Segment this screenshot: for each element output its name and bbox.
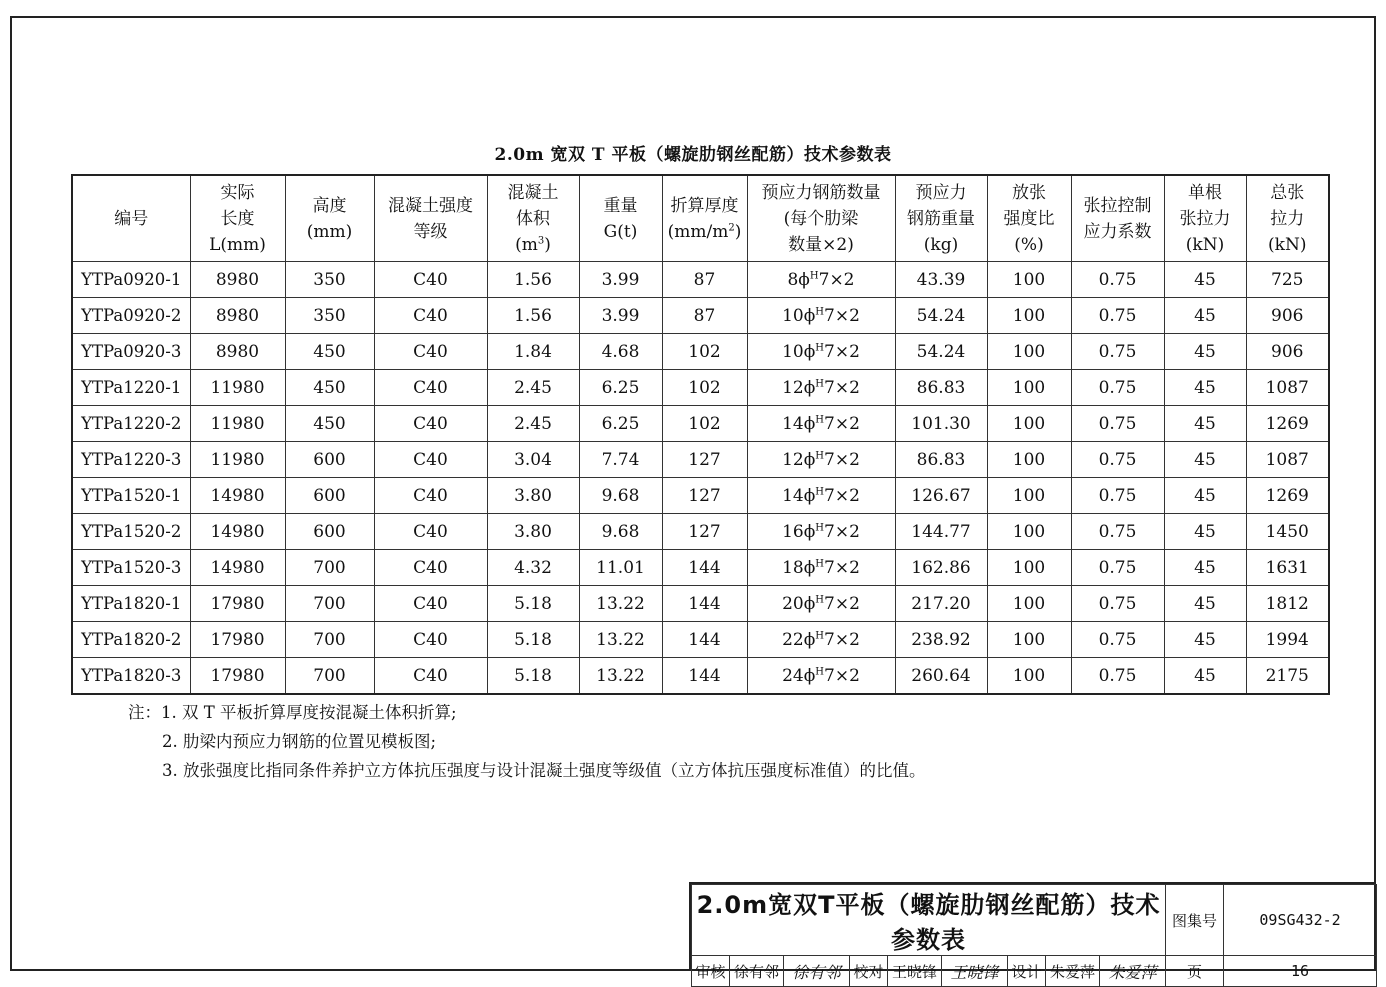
table-cell: 45 (1164, 298, 1246, 334)
table-cell: 1269 (1246, 406, 1329, 442)
table-cell: 1.84 (487, 334, 579, 370)
table-cell: 3.04 (487, 442, 579, 478)
table-cell: 45 (1164, 406, 1246, 442)
table-cell: $20\phi^H7\times 2$ (747, 586, 895, 622)
header-line: $(mm/m^2)$ (667, 221, 742, 242)
table-cell: 100 (987, 514, 1071, 550)
header-line: $(m^3)$ (515, 234, 551, 255)
table-cell: 162.86 (895, 550, 987, 586)
table-cell: 144.77 (895, 514, 987, 550)
table-cell: C40 (374, 586, 487, 622)
table-cell: 45 (1164, 334, 1246, 370)
table-cell: C40 (374, 334, 487, 370)
title-block (689, 882, 1376, 982)
checker-signature: 王晓锋 (942, 956, 1008, 987)
header-cell-5 (579, 175, 662, 262)
drawing-title: 2.0m宽双T平板（螺旋肋钢丝配筋）技术参数表 (692, 885, 1166, 956)
table-cell: 14980 (190, 514, 285, 550)
table-cell: 1631 (1246, 550, 1329, 586)
table-cell: 1087 (1246, 442, 1329, 478)
table-cell: 8980 (190, 334, 285, 370)
header-line: L(mm) (209, 234, 266, 255)
table-cell: 127 (662, 514, 747, 550)
header-line: 放张 (1012, 182, 1046, 203)
header-cell-7 (747, 175, 895, 262)
header-line: (kN) (1185, 234, 1225, 255)
table-cell: 9.68 (579, 478, 662, 514)
header-cell-2 (285, 175, 374, 262)
row-id-cell: YTPa1520-1 (72, 478, 190, 514)
table-cell: 238.92 (895, 622, 987, 658)
note-3: 3. 放张强度比指同条件养护立方体抗压强度与设计混凝土强度等级值（立方体抗压强度标准值）的比值。 (162, 761, 926, 780)
table-cell: 5.18 (487, 622, 579, 658)
table-cell: 100 (987, 478, 1071, 514)
table-cell: 87 (662, 262, 747, 298)
table-cell: 100 (987, 658, 1071, 695)
table-cell: 0.75 (1071, 442, 1164, 478)
table-cell: 102 (662, 406, 747, 442)
row-id-cell: YTPa1220-1 (72, 370, 190, 406)
table-cell: $12\phi^H7\times 2$ (747, 370, 895, 406)
row-id-cell: YTPa1820-2 (72, 622, 190, 658)
header-line: 单根 (1188, 182, 1222, 203)
row-id-cell: YTPa1520-2 (72, 514, 190, 550)
table-cell: 17980 (190, 658, 285, 695)
table-cell: 906 (1246, 334, 1329, 370)
header-line: (%) (1014, 234, 1044, 255)
table-cell: 45 (1164, 262, 1246, 298)
table-cell: 5.18 (487, 586, 579, 622)
table-cell: 126.67 (895, 478, 987, 514)
header-line: 混凝土强度 (388, 195, 473, 216)
header-line: 总张 (1270, 182, 1305, 203)
table-row (72, 442, 1329, 478)
table-cell: 45 (1164, 658, 1246, 695)
header-line: (mm) (306, 221, 353, 242)
row-id-cell: YTPa1220-3 (72, 442, 190, 478)
reviewer-signature: 徐有邻 (784, 956, 850, 987)
table-cell: 350 (285, 262, 374, 298)
header-line: (kN) (1268, 234, 1307, 255)
table-cell: $14\phi^H7\times 2$ (747, 406, 895, 442)
table-cell: 700 (285, 586, 374, 622)
table-cell: 100 (987, 550, 1071, 586)
row-id-cell: YTPa0920-2 (72, 298, 190, 334)
header-line: 拉力 (1270, 208, 1305, 229)
row-id-cell: YTPa1520-3 (72, 550, 190, 586)
table-cell: 0.75 (1071, 586, 1164, 622)
table-cell: 6.25 (579, 406, 662, 442)
table-cell: 0.75 (1071, 550, 1164, 586)
table-cell: 600 (285, 442, 374, 478)
table-cell: 86.83 (895, 370, 987, 406)
table-row (72, 370, 1329, 406)
table-cell: 0.75 (1071, 262, 1164, 298)
header-cell-6 (662, 175, 747, 262)
table-cell: 45 (1164, 550, 1246, 586)
page-number: 16 (1224, 956, 1377, 987)
table-row (72, 262, 1329, 298)
header-line: 体积 (516, 208, 550, 229)
table-cell: 450 (285, 334, 374, 370)
header-cell-4 (487, 175, 579, 262)
table-cell: 8980 (190, 262, 285, 298)
table-cell: 450 (285, 370, 374, 406)
table-cell: 725 (1246, 262, 1329, 298)
header-cell-11 (1164, 175, 1246, 262)
table-cell: 450 (285, 406, 374, 442)
table-cell: 0.75 (1071, 406, 1164, 442)
table-cell: C40 (374, 298, 487, 334)
table-cell: C40 (374, 658, 487, 695)
table-cell: 600 (285, 514, 374, 550)
table-cell: 0.75 (1071, 334, 1164, 370)
table-cell: $16\phi^H7\times 2$ (747, 514, 895, 550)
table-cell: 86.83 (895, 442, 987, 478)
header-line: 混凝土 (507, 182, 559, 203)
designer-signature: 朱爱萍 (1100, 956, 1166, 987)
table-cell: 14980 (190, 550, 285, 586)
header-line: 编号 (114, 208, 149, 229)
table-cell: 13.22 (579, 622, 662, 658)
table-cell: 100 (987, 442, 1071, 478)
table-cell: 54.24 (895, 298, 987, 334)
table-cell: 17980 (190, 622, 285, 658)
table-cell: 45 (1164, 442, 1246, 478)
table-cell: 700 (285, 622, 374, 658)
header-line: 张拉力 (1179, 208, 1231, 229)
table-cell: 144 (662, 658, 747, 695)
note-2: 2. 肋梁内预应力钢筋的位置见模板图; (162, 732, 437, 751)
table-cell: 127 (662, 442, 747, 478)
table-row (72, 406, 1329, 442)
atlas-label: 图集号 (1166, 885, 1224, 956)
table-cell: 100 (987, 370, 1071, 406)
table-cell: 700 (285, 550, 374, 586)
row-id-cell: YTPa0920-3 (72, 334, 190, 370)
table-cell: 7.74 (579, 442, 662, 478)
table-cell: 102 (662, 334, 747, 370)
table-cell: 4.68 (579, 334, 662, 370)
header-line: (kg) (923, 234, 959, 255)
table-cell: 1.56 (487, 262, 579, 298)
table-cell: 1994 (1246, 622, 1329, 658)
table-cell: 8980 (190, 298, 285, 334)
table-cell: C40 (374, 622, 487, 658)
table-cell: 144 (662, 586, 747, 622)
header-cell-9 (987, 175, 1071, 262)
table-cell: 45 (1164, 370, 1246, 406)
table-cell: 13.22 (579, 658, 662, 695)
table-cell: C40 (374, 262, 487, 298)
header-line: 预应力 (915, 182, 967, 203)
designer-name: 朱爱萍 (1046, 956, 1100, 987)
table-cell: 100 (987, 586, 1071, 622)
header-line: 强度比 (1003, 208, 1055, 229)
table-cell: 17980 (190, 586, 285, 622)
table-cell: 144 (662, 550, 747, 586)
table-cell: 217.20 (895, 586, 987, 622)
header-line: 预应力钢筋数量 (761, 182, 881, 203)
table-cell: 101.30 (895, 406, 987, 442)
table-cell: $22\phi^H7\times 2$ (747, 622, 895, 658)
table-cell: 3.99 (579, 262, 662, 298)
table-row (72, 622, 1329, 658)
table-cell: 0.75 (1071, 658, 1164, 695)
table-cell: 0.75 (1071, 514, 1164, 550)
table-cell: 100 (987, 406, 1071, 442)
table-cell: 1087 (1246, 370, 1329, 406)
review-label: 审核 (692, 956, 730, 987)
header-line: 数量×2) (788, 234, 854, 255)
row-id-cell: YTPa1820-3 (72, 658, 190, 695)
table-row (72, 334, 1329, 370)
table-cell: $10\phi^H7\times 2$ (747, 334, 895, 370)
table-cell: 0.75 (1071, 622, 1164, 658)
atlas-number: 09SG432-2 (1224, 885, 1377, 956)
table-cell: 14980 (190, 478, 285, 514)
header-row (72, 175, 1329, 262)
header-line: 长度 (220, 208, 255, 229)
table-cell: 3.80 (487, 478, 579, 514)
header-line: 张拉控制 (1083, 195, 1152, 216)
table-cell: $24\phi^H7\times 2$ (747, 658, 895, 695)
table-cell: C40 (374, 370, 487, 406)
table-row (72, 586, 1329, 622)
table-cell: 3.99 (579, 298, 662, 334)
table-cell: C40 (374, 478, 487, 514)
table-cell: C40 (374, 550, 487, 586)
table-cell: 9.68 (579, 514, 662, 550)
header-cell-8 (895, 175, 987, 262)
table-cell: 11980 (190, 406, 285, 442)
header-cell-10 (1071, 175, 1164, 262)
reviewer-name: 徐有邻 (730, 956, 784, 987)
table-cell: 0.75 (1071, 478, 1164, 514)
table-cell: 45 (1164, 586, 1246, 622)
notes (128, 698, 926, 785)
design-label: 设计 (1008, 956, 1046, 987)
table-row (72, 658, 1329, 695)
table-cell: 144 (662, 622, 747, 658)
table-cell: 127 (662, 478, 747, 514)
table-cell: 1812 (1246, 586, 1329, 622)
table-cell: 11980 (190, 370, 285, 406)
table-cell: 100 (987, 262, 1071, 298)
table-cell: C40 (374, 514, 487, 550)
header-cell-0 (72, 175, 190, 262)
table-cell: 3.80 (487, 514, 579, 550)
table-row (72, 514, 1329, 550)
table-cell: 45 (1164, 478, 1246, 514)
table-cell: 43.39 (895, 262, 987, 298)
header-line: 实际 (220, 182, 255, 203)
row-id-cell: YTPa1220-2 (72, 406, 190, 442)
header-line: 折算厚度 (670, 195, 739, 216)
table-body (72, 262, 1329, 695)
table-cell: 100 (987, 622, 1071, 658)
table-cell: 0.75 (1071, 370, 1164, 406)
table-cell: 102 (662, 370, 747, 406)
table-cell: 906 (1246, 298, 1329, 334)
header-cell-12 (1246, 175, 1329, 262)
table-cell: 1450 (1246, 514, 1329, 550)
row-id-cell: YTPa1820-1 (72, 586, 190, 622)
table-cell: $10\phi^H7\times 2$ (747, 298, 895, 334)
table-cell: 1.56 (487, 298, 579, 334)
table-cell: 11980 (190, 442, 285, 478)
table-cell: 54.24 (895, 334, 987, 370)
table-row (72, 298, 1329, 334)
header-line: 钢筋重量 (907, 208, 975, 229)
table-cell: 11.01 (579, 550, 662, 586)
parameter-table (71, 174, 1330, 695)
table-cell: 2175 (1246, 658, 1329, 695)
table-cell: 4.32 (487, 550, 579, 586)
header-line: 高度 (312, 195, 347, 216)
table-cell: 45 (1164, 514, 1246, 550)
table-cell: 350 (285, 298, 374, 334)
table-cell: 45 (1164, 622, 1246, 658)
check-label: 校对 (850, 956, 888, 987)
table-cell: $12\phi^H7\times 2$ (747, 442, 895, 478)
table-cell: C40 (374, 406, 487, 442)
table-title: 2.0m 宽双 T 平板（螺旋肋钢丝配筋）技术参数表 (494, 145, 892, 165)
table-cell: $18\phi^H7\times 2$ (747, 550, 895, 586)
header-line: 重量 (603, 195, 638, 216)
header-cell-1 (190, 175, 285, 262)
header-line: (每个肋梁 (783, 208, 859, 229)
table-cell: 2.45 (487, 370, 579, 406)
page-label: 页 (1166, 956, 1224, 987)
table-cell: 5.18 (487, 658, 579, 695)
table-cell: 700 (285, 658, 374, 695)
table-row (72, 550, 1329, 586)
header-line: 应力系数 (1083, 221, 1152, 242)
table-cell: C40 (374, 442, 487, 478)
table-cell: 6.25 (579, 370, 662, 406)
table-cell: 13.22 (579, 586, 662, 622)
checker-name: 王晓锋 (888, 956, 942, 987)
table-cell: 600 (285, 478, 374, 514)
table-cell: $14\phi^H7\times 2$ (747, 478, 895, 514)
table-cell: 1269 (1246, 478, 1329, 514)
header-line: G(t) (603, 221, 638, 242)
header-line: 等级 (413, 221, 448, 242)
table-cell: 100 (987, 298, 1071, 334)
table-cell: 260.64 (895, 658, 987, 695)
table-cell: 87 (662, 298, 747, 334)
table-cell: 100 (987, 334, 1071, 370)
note-1: 注：1. 双 T 平板折算厚度按混凝土体积折算; (128, 703, 457, 722)
row-id-cell: YTPa0920-1 (72, 262, 190, 298)
table-cell: 2.45 (487, 406, 579, 442)
table-cell: 0.75 (1071, 298, 1164, 334)
table-cell: $8\phi^H7\times 2$ (747, 262, 895, 298)
table-row (72, 478, 1329, 514)
header-cell-3 (374, 175, 487, 262)
